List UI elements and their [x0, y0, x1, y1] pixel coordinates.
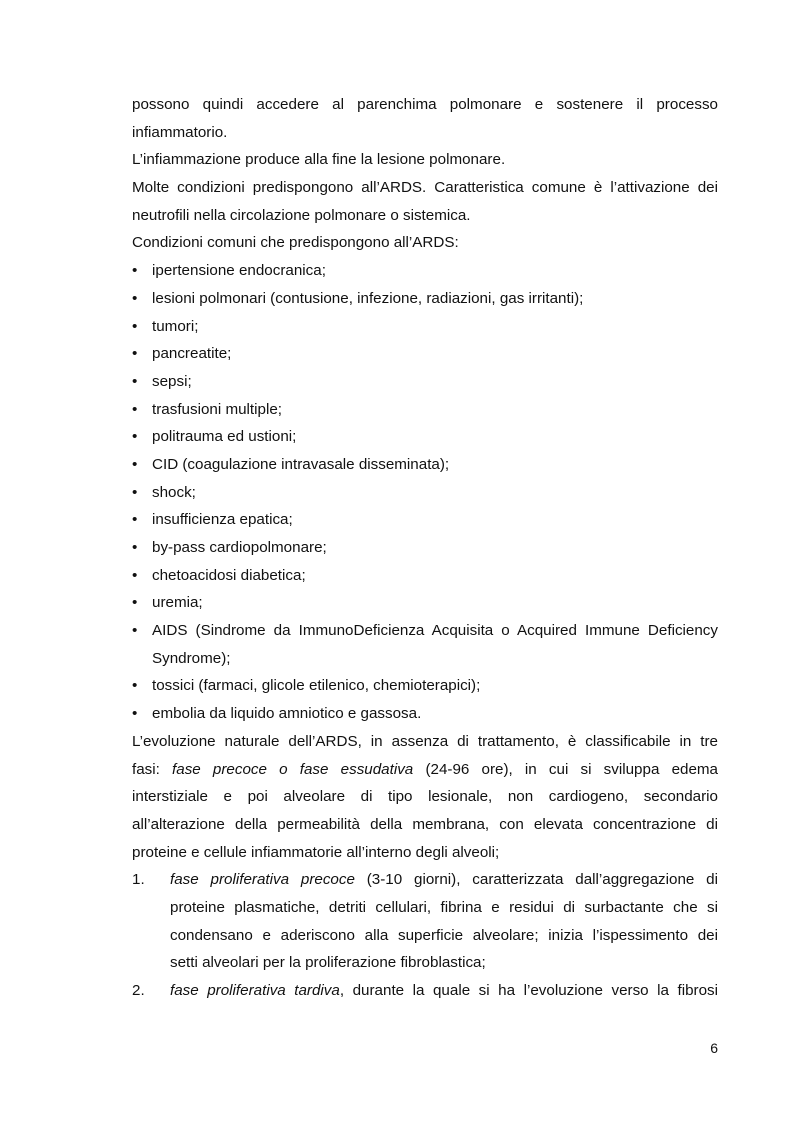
bullet-icon: • [132, 594, 138, 612]
phase-text [170, 977, 718, 1005]
list-item [132, 534, 718, 562]
phase-item [132, 977, 718, 1005]
bullet-icon: • [132, 566, 138, 584]
list-item-text: by-pass cardiopolmonare; [152, 539, 327, 556]
text-line: interstiziale e poi alveolare di tipo lesionale, non cardiogeno, secondario [132, 788, 718, 806]
list-item [132, 340, 718, 368]
bullet-icon: • [132, 539, 138, 556]
bullet-icon: • [132, 511, 138, 529]
bullet-icon: • [132, 483, 138, 501]
list-item-text: tumori; [152, 317, 199, 335]
list-item [132, 479, 718, 507]
bullet-icon: • [132, 677, 138, 695]
text-span: (24-96 ore), in cui si sviluppa edema [413, 760, 718, 778]
page-number: 6 [710, 1040, 718, 1056]
bullet-icon: • [132, 289, 138, 307]
text-line: possono quindi accedere al parenchima polmonare e sostenere il processo [132, 96, 718, 113]
bullet-icon: • [132, 262, 138, 280]
text-line: L’evoluzione naturale dell’ARDS, in assenza di trattamento, è classificabile in tre [132, 732, 718, 750]
list-item [132, 368, 718, 396]
bullet-icon: • [132, 428, 138, 446]
phase-continuation: setti alveolari per la proliferazione fibroblastica; [170, 954, 486, 972]
list-item-text: trasfusioni multiple; [152, 400, 282, 418]
list-item [132, 313, 718, 341]
text-line: all’alterazione della permeabilità della membrana, con elevata concentrazione di [132, 815, 718, 833]
phase-continuation [132, 922, 718, 950]
list-item [132, 617, 718, 645]
list-item-text: pancreatite; [152, 345, 232, 363]
bullet-icon: • [132, 317, 138, 335]
phase-number: 1. [132, 871, 145, 889]
list-item-text: ipertensione endocranica; [152, 262, 326, 280]
phase-item [132, 866, 718, 894]
emphasis-text: fase precoce o fase essudativa [172, 760, 414, 778]
list-item-text: sepsi; [152, 372, 192, 390]
text-line: neutrofili nella circolazione polmonare o sistemica. [132, 206, 471, 224]
phase-name: fase proliferativa precoce [170, 871, 355, 889]
text-line [132, 756, 718, 784]
bullet-icon: • [132, 345, 138, 363]
conditions-list-tail [132, 672, 718, 727]
phase-name: fase proliferativa tardiva [170, 982, 340, 999]
list-item-text: insufficienza epatica; [152, 511, 293, 529]
list-item [132, 396, 718, 424]
list-item [132, 285, 718, 313]
list-item [132, 423, 718, 451]
bullet-icon: • [132, 705, 138, 723]
list-item-text: lesioni polmonari (contusione, infezione, radiazioni, gas irritanti); [152, 289, 584, 307]
phase-continuation [132, 894, 718, 922]
bullet-icon: • [132, 372, 138, 390]
text-line: proteine e cellule infiammatorie all’interno degli alveoli; [132, 843, 500, 861]
list-item-text: chetoacidosi diabetica; [152, 566, 306, 584]
text-line: Molte condizioni predispongono all’ARDS. Caratteristica comune è l’attivazione dei [132, 179, 718, 197]
list-heading: Condizioni comuni che predispongono all’ARDS: [132, 234, 459, 252]
bullet-icon: • [132, 622, 138, 640]
bullet-icon: • [132, 400, 138, 418]
list-item-text: politrauma ed ustioni; [152, 428, 297, 446]
text-span: (3-10 giorni), caratterizzata dall’aggregazione di [354, 871, 718, 889]
list-item-text: tossici (farmaci, glicole etilenico, chemioterapici); [152, 677, 481, 695]
list-item-text: AIDS (Sindrome da ImmunoDeficienza Acquisita o Acquired Immune Deficiency [152, 622, 718, 640]
list-item-continuation: Syndrome); [152, 649, 231, 667]
text-span: fasi: [132, 760, 173, 778]
list-item [132, 562, 718, 590]
text-span: , durante la quale si ha l’evoluzione verso la fibrosi [339, 982, 718, 999]
list-item-text: CID (coagulazione intravasale disseminata); [152, 455, 450, 473]
list-item [132, 700, 718, 728]
conditions-list [132, 257, 718, 617]
phase-text: proteine plasmatiche, detriti cellulari, fibrina e residui di surbactante che si [170, 898, 718, 916]
phase-text [170, 866, 718, 894]
phase-text: condensano e aderiscono alla superficie alveolare; inizia l’ispessimento dei [170, 926, 718, 944]
list-item [132, 451, 718, 479]
document-page [132, 91, 718, 1005]
list-item-text: embolia da liquido amniotico e gassosa. [152, 705, 422, 723]
text-line: L’infiammazione produce alla fine la lesione polmonare. [132, 151, 506, 169]
list-item [132, 672, 718, 700]
list-item [132, 506, 718, 534]
list-item [132, 257, 718, 285]
bullet-icon: • [132, 455, 138, 473]
list-item-text: shock; [152, 483, 196, 501]
list-item-text: uremia; [152, 594, 203, 612]
list-item [132, 589, 718, 617]
text-line: infiammatorio. [132, 123, 228, 141]
phase-number: 2. [132, 982, 145, 999]
